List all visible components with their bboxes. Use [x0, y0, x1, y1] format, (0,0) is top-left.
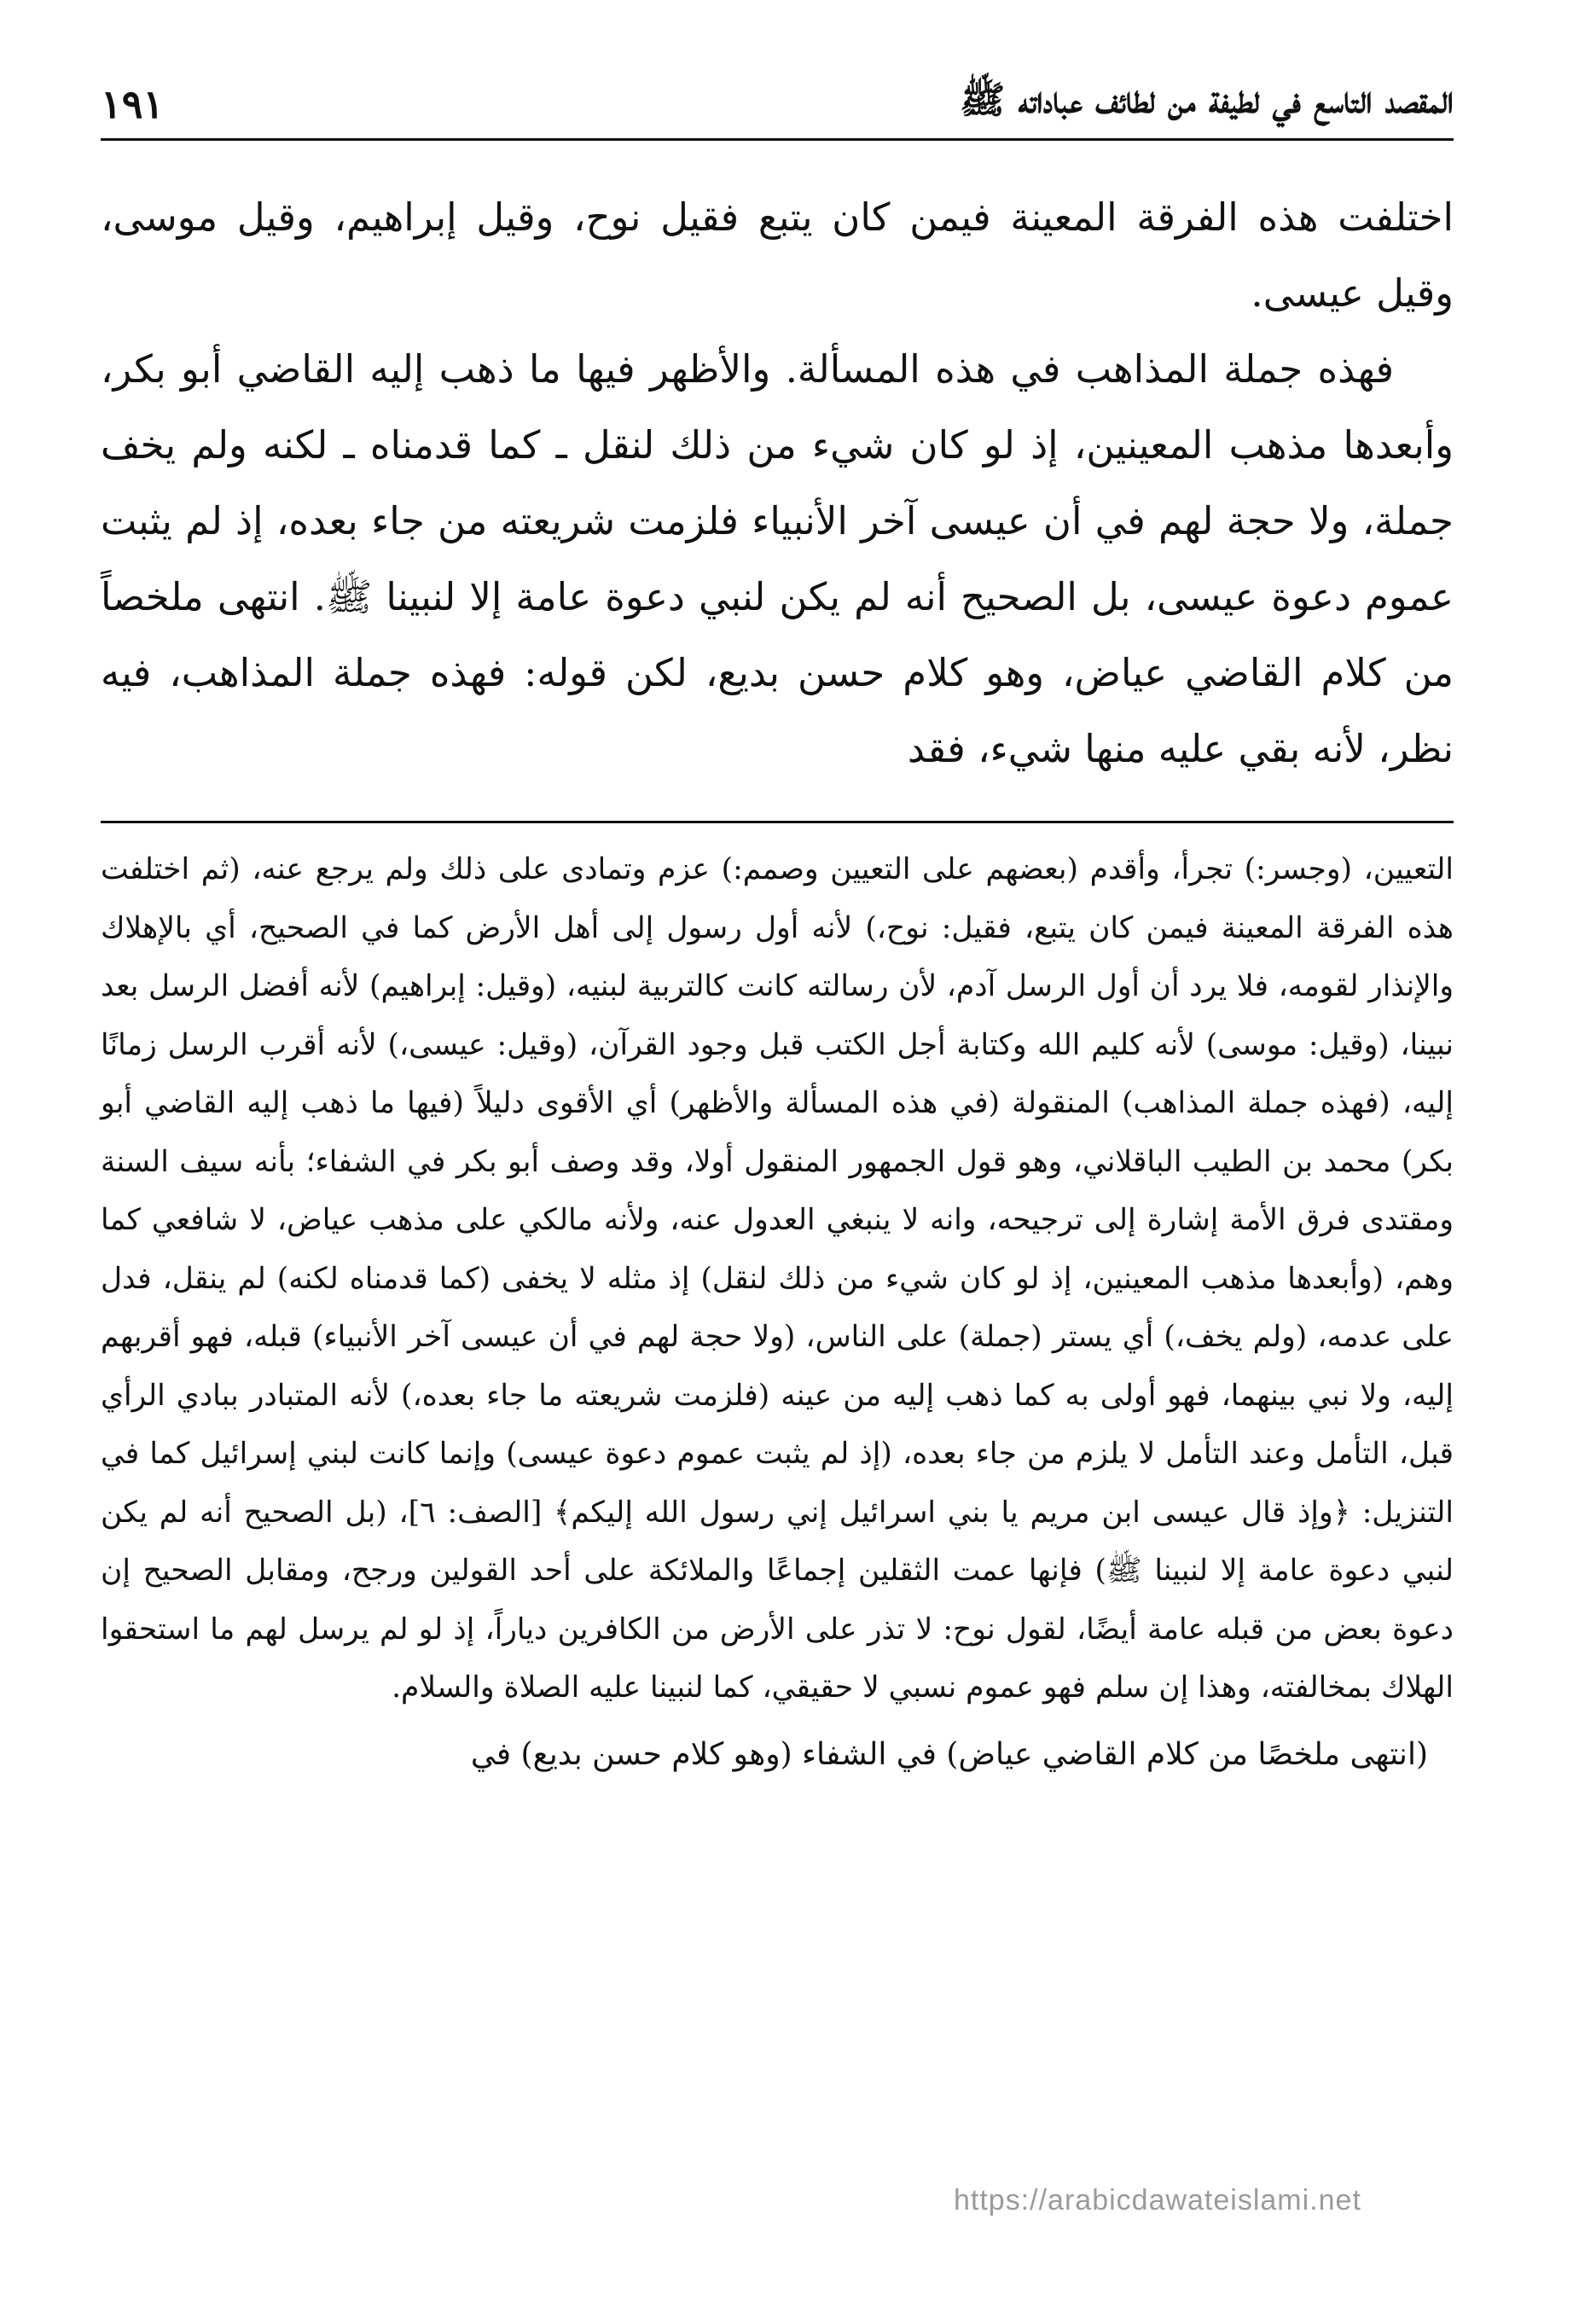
page-number: ١٩١: [101, 81, 165, 127]
running-header: [101, 70, 1454, 141]
footnote-divider: [101, 821, 1454, 823]
main-text: [101, 179, 1454, 787]
commentary-paragraph-1: التعيين، (وجسر:) تجرأ، وأقدم (بعضهم على التعيين وصمم:) عزم وتمادى على ذلك ولم يرجع عنه، (ثم اختلفت هذه الفرقة المعينة فيمن كان يتبع، فقيل: نوح،) لأنه أول رسول إلى أهل الأرض كما في الصحيح، أي بالإهلاك والإنذار لقومه، فلا يرد أن أول الرسل آدم، لأن رسالته كانت كالتربية لبنيه، (وقيل: إبراهيم) لأنه أفضل الرسل بعد نبينا، (وقيل: موسى) لأنه كليم الله وكتابة أجل الكتب قبل وجود القرآن، (وقيل: عيسى،) لأنه أقرب الرسل زمانًا إليه، (فهذه جملة المذاهب) المنقولة (في هذه المسألة والأظهر) أي الأقوى دليلاً (فيها ما ذهب إليه القاضي أبو بكر) محمد بن الطيب الباقلاني، وهو قول الجمهور المنقول أولا، وقد وصف أبو بكر في الشفاء؛ بأنه سيف السنة ومقتدى فرق الأمة إشارة إلى ترجيحه، وانه لا ينبغي العدول عنه، ولأنه مالكي على مذهب عياض، لا شافعي كما وهم، (وأبعدها مذهب المعينين، إذ لو كان شيء من ذلك لنقل) إذ مثله لا يخفى (كما قدمناه لكنه) لم ينقل، فدل على عدمه، (ولم يخف،) أي يستر (جملة) على الناس، (ولا حجة لهم في أن عيسى آخر الأنبياء) قبله، فهو أقربهم إليه، ولا نبي بينهما، فهو أولى به كما ذهب إليه من عينه (فلزمت شريعته ما جاء بعده،) لأنه المتبادر ببادي الرأي قبل، التأمل وعند التأمل لا يلزم من جاء بعده، (إذ لم يثبت عموم دعوة عيسى) وإنما كانت لبني إسرائيل كما في التنزيل: ﴿وإذ قال عيسى ابن مريم يا بني اسرائيل إني رسول الله إليكم﴾ [الصف: ٦]، (بل الصحيح أنه لم يكن لنبي دعوة عامة إلا لنبينا ﷺ) فإنها عمت الثقلين إجماعًا والملائكة على أحد القولين ورجح، ومقابل الصحيح إن دعوة بعض من قبله عامة أيضًا، لقول نوح: لا تذر على الأرض من الكافرين دياراً، إذ لو لم يرسل لهم ما استحقوا الهلاك بمخالفته، وهذا إن سلم فهو عموم نسبي لا حقيقي، كما لنبينا عليه الصلاة والسلام.: [101, 852, 1454, 1705]
main-paragraph-2: فهذه جملة المذاهب في هذه المسألة. والأظهر فيها ما ذهب إليه القاضي أبو بكر، وأبعدها مذهب المعينين، إذ لو كان شيء من ذلك لنقل ـ كما قدمناه ـ لكنه ولم يخف جملة، ولا حجة لهم في أن عيسى آخر الأنبياء فلزمت شريعته من جاء بعده، إذ لم يثبت عموم دعوة عيسى، بل الصحيح أنه لم يكن لنبي دعوة عامة إلا لنبينا ﷺ. انتهى ملخصاً من كلام القاضي عياض، وهو كلام حسن بديع، لكن قوله: فهذه جملة المذاهب، فيه نظر، لأنه بقي عليه منها شيء، فقد: [101, 346, 1454, 771]
source-watermark: https://arabicdawateislami.net: [954, 2184, 1361, 2217]
commentary-paragraph-2: (انتهى ملخصًا من كلام القاضي عياض) في الشفاء (وهو كلام حسن بديع) في: [470, 1736, 1428, 1772]
chapter-title: المقصد التاسع في لطيفة من لطائف عباداته ﷺ: [960, 78, 1454, 122]
commentary-text: [101, 840, 1454, 1784]
main-paragraph-1: اختلفت هذه الفرقة المعينة فيمن كان يتبع فقيل نوح، وقيل إبراهيم، وقيل موسى، وقيل عيسى.: [101, 195, 1454, 316]
